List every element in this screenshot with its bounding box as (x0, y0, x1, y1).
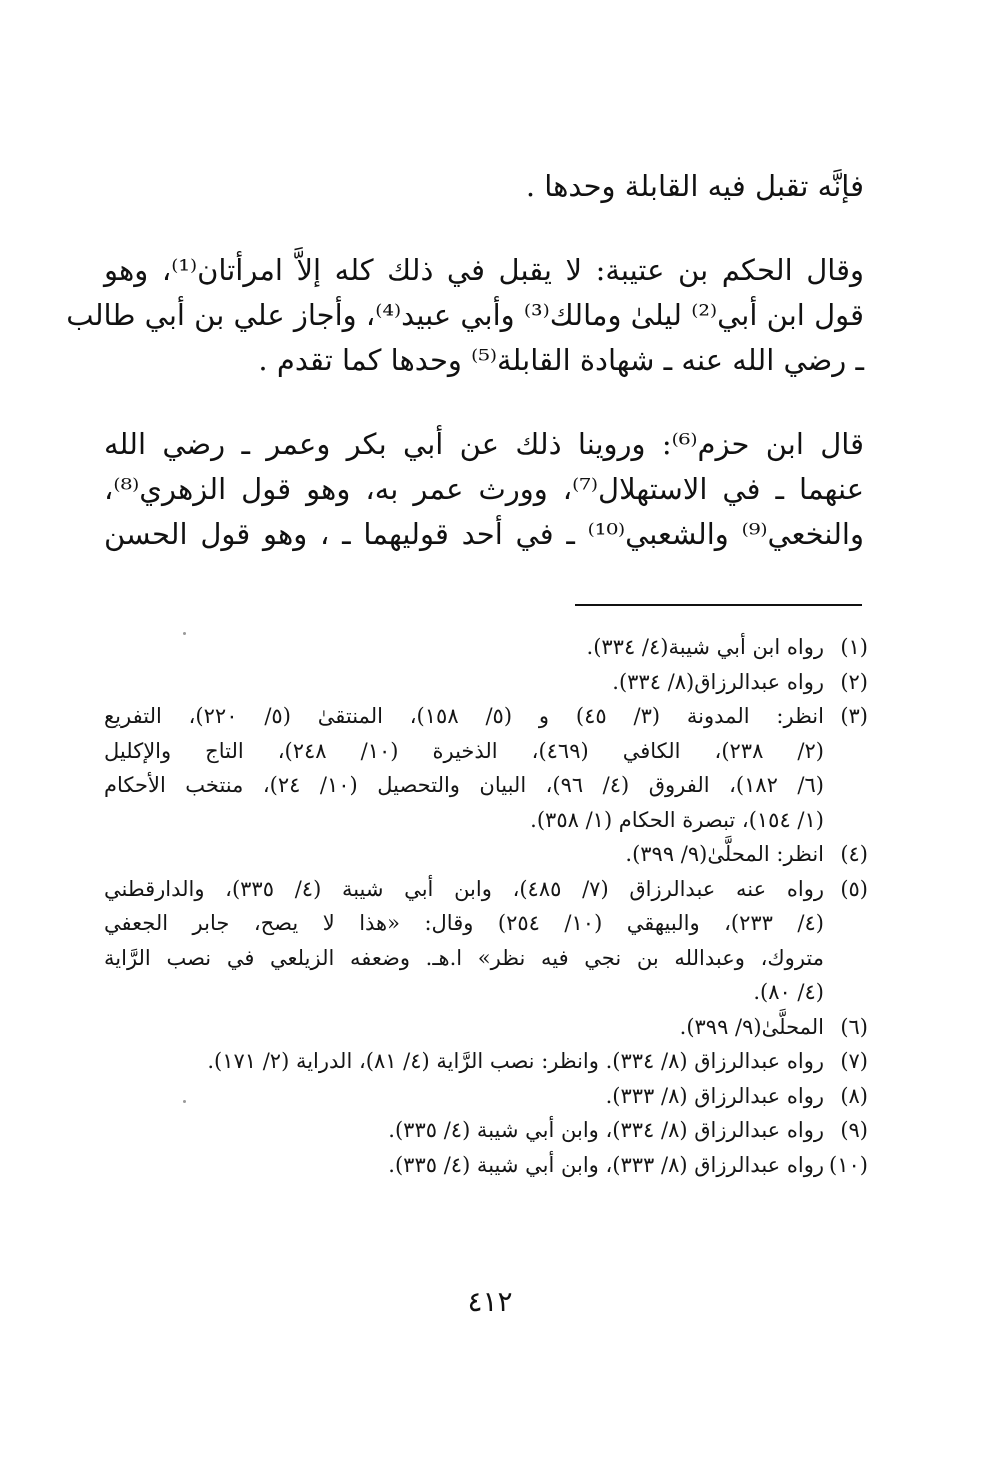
footnote-3 (104, 699, 868, 837)
text-line: قول ابن أبي⁽²⁾ ليلىٰ ومالك⁽³⁾ وأبي عبيد⁽⁴⁾، وأجاز علي بن أبي طالب (66, 298, 864, 332)
footnote-7 (104, 1044, 868, 1079)
footnote-separator (575, 604, 862, 606)
footnote-line: (٤/ ٨٠). (753, 980, 824, 1004)
page-number: ٤١٢ (467, 1285, 513, 1318)
footnote-text (104, 1148, 824, 1183)
footnote-8 (104, 1079, 868, 1114)
footnote-number: (٣) (840, 704, 868, 728)
footnote-text (104, 837, 824, 872)
footnotes (104, 630, 868, 1182)
footnote-number: (٦) (840, 1014, 868, 1039)
footnote-2 (104, 665, 868, 700)
footnote-10 (104, 1148, 868, 1183)
footnote-line: رواه ابن أبي شيبة(٤/ ٣٣٤). (586, 635, 824, 659)
footnote-line: (٢/ ٢٣٨)، الكافي (٤٦٩)، الذخيرة (١٠/ ٢٤٨)، التاج والإكليل (104, 738, 824, 763)
footnote-text (104, 1044, 824, 1079)
footnote-number: (٧) (840, 1049, 868, 1073)
footnote-number: (٥) (840, 876, 868, 901)
text-line: والنخعي⁽⁹⁾ والشعبي⁽¹⁰⁾ ـ في أحد قوليهما ـ ، وهو قول الحسن (104, 517, 864, 551)
footnote-6 (104, 1010, 868, 1045)
footnote-text (104, 1079, 824, 1114)
footnote-line: رواه عبدالرزاق (٨/ ٣٣٤). وانظر: نصب الرَّاية (٤/ ٨١)، الدراية (٢/ ١٧١). (207, 1049, 824, 1073)
footnote-5 (104, 872, 868, 1010)
footnote-text (104, 1010, 824, 1045)
text-line: ـ رضي الله عنه ـ شهادة القابلة⁽⁵⁾ وحدها كما تقدم . (258, 343, 864, 377)
footnote-line: متروك، وعبدالله بن نجي فيه نظر» ا.هـ. وضعفه الزيلعي في نصب الرَّاية (104, 945, 824, 970)
footnote-number: (٨) (840, 1083, 868, 1108)
footnote-line: انظر: المحلَّىٰ(٩/ ٣٩٩). (625, 842, 824, 866)
footnote-line: المحلَّىٰ(٩/ ٣٩٩). (679, 1014, 824, 1039)
paragraph-hakam (66, 248, 865, 383)
footnote-line: رواه عبدالرزاق (٨/ ٣٣٤)، وابن أبي شيبة (٤/ ٣٣٥). (388, 1118, 824, 1142)
paragraph-continuation (104, 164, 864, 209)
footnote-text (104, 872, 824, 1010)
margin-dot (183, 1100, 186, 1103)
footnote-line: (١/ ١٥٤)، تبصرة الحكام (١/ ٣٥٨). (530, 807, 824, 832)
footnote-number: (١٠) (829, 1152, 868, 1177)
text-line: قال ابن حزم⁽⁶⁾: وروينا ذلك عن أبي بكر وعمر ـ رضي الله (104, 427, 864, 461)
footnote-line: رواه عبدالرزاق(٨/ ٣٣٤). (612, 669, 824, 694)
footnote-number: (٢) (840, 669, 868, 694)
margin-dot (183, 632, 186, 635)
footnote-line: (٤/ ٢٣٣)، والبيهقي (١٠/ ٢٥٤) وقال: «هذا لا يصح، جابر الجعفي (104, 911, 824, 935)
paragraph-ibn-hazm (104, 422, 864, 557)
footnote-1 (104, 630, 868, 665)
footnote-text (104, 630, 824, 665)
footnote-line: رواه عبدالرزاق (٨/ ٣٣٣). (605, 1083, 824, 1108)
footnote-text (104, 665, 824, 700)
text-line: عنهما ـ في الاستهلال⁽⁷⁾، وورث عمر به، وهو قول الزهري⁽⁸⁾، (104, 472, 865, 506)
footnote-line: (٦/ ١٨٢)، الفروق (٤/ ٩٦)، البيان والتحصيل (١٠/ ٢٤)، منتخب الأحكام (104, 773, 824, 797)
footnote-line: انظر: المدونة (٣/ ٤٥) و (٥/ ١٥٨)، المنتقىٰ (٥/ ٢٢٠)، التفريع (104, 704, 824, 728)
footnote-number: (١) (840, 635, 868, 659)
footnote-number: (٤) (840, 842, 868, 866)
footnote-4 (104, 837, 868, 872)
text-line: وقال الحكم بن عتيبة: لا يقبل في ذلك كله إلاَّ امرأتان⁽¹⁾، وهو (104, 253, 865, 287)
footnote-line: رواه عنه عبدالرزاق (٧/ ٤٨٥)، وابن أبي شيبة (٤/ ٣٣٥)، والدارقطني (104, 876, 824, 901)
footnote-number: (٩) (840, 1118, 868, 1142)
footnote-text (104, 1113, 824, 1148)
footnote-line: رواه عبدالرزاق (٨/ ٣٣٣)، وابن أبي شيبة (٤/ ٣٣٥). (388, 1152, 824, 1177)
text-line: فإنَّه تقبل فيه القابلة وحدها . (525, 169, 864, 203)
footnote-9 (104, 1113, 868, 1148)
footnote-text (104, 699, 824, 837)
